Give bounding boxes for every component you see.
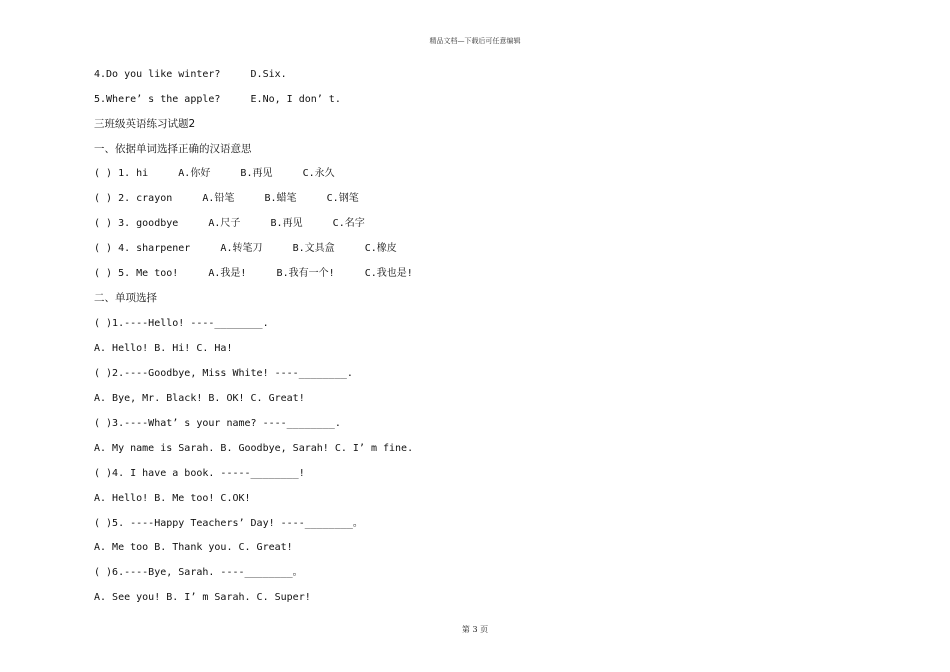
part-two-q1: ( )1.----Hello! ----________. <box>94 318 269 329</box>
part-two-q3-options: A. My name is Sarah. B. Goodbye, Sarah! C. I’ m fine. <box>94 443 414 454</box>
page-number: 第 3 页 <box>461 625 489 634</box>
part-two-q4-options: A. Hello! B. Me too! C.OK! <box>94 493 251 504</box>
part-two-q6-options: A. See you! B. I’ m Sarah. C. Super! <box>94 592 311 603</box>
part-two-q3: ( )3.----What’ s your name? ----________. <box>94 418 341 429</box>
part-two-q2: ( )2.----Goodbye, Miss White! ----________. <box>94 368 353 379</box>
line-q4-winter: 4.Do you like winter? D.Six. <box>94 69 287 80</box>
part-one-item-4: ( ) 4. sharpener A.转笔刀 B.文具盒 C.橡皮 <box>94 243 397 254</box>
page-header: 精品文档—下载后可任意编辑 <box>429 37 521 45</box>
part-one-item-3: ( ) 3. goodbye A.尺子 B.再见 C.名字 <box>94 218 365 229</box>
part-one-item-5: ( ) 5. Me too! A.我是! B.我有一个! C.我也是! <box>94 268 413 279</box>
part-one-item-1: ( ) 1. hi A.你好 B.再见 C.永久 <box>94 168 335 179</box>
part-one-item-2: ( ) 2. crayon A.铅笔 B.蜡笔 C.钢笔 <box>94 193 359 204</box>
part-two-q2-options: A. Bye, Mr. Black! B. OK! C. Great! <box>94 393 305 404</box>
part-two-q1-options: A. Hello! B. Hi! C. Ha! <box>94 343 233 354</box>
part-two-q5-options: A. Me too B. Thank you. C. Great! <box>94 542 293 553</box>
line-q5-apple: 5.Where’ s the apple? E.No, I don’ t. <box>94 94 341 105</box>
part-two-q5: ( )5. ----Happy Teachers’ Day! ----________。 <box>94 518 363 529</box>
part-two-heading: 二、单项选择 <box>94 292 157 304</box>
part-two-q6: ( )6.----Bye, Sarah. ----________。 <box>94 567 303 578</box>
part-one-heading: 一、依据单词选择正确的汉语意思 <box>94 143 252 155</box>
section-title: 三班级英语练习试题2 <box>94 118 196 130</box>
part-two-q4: ( )4. I have a book. -----________! <box>94 468 305 479</box>
